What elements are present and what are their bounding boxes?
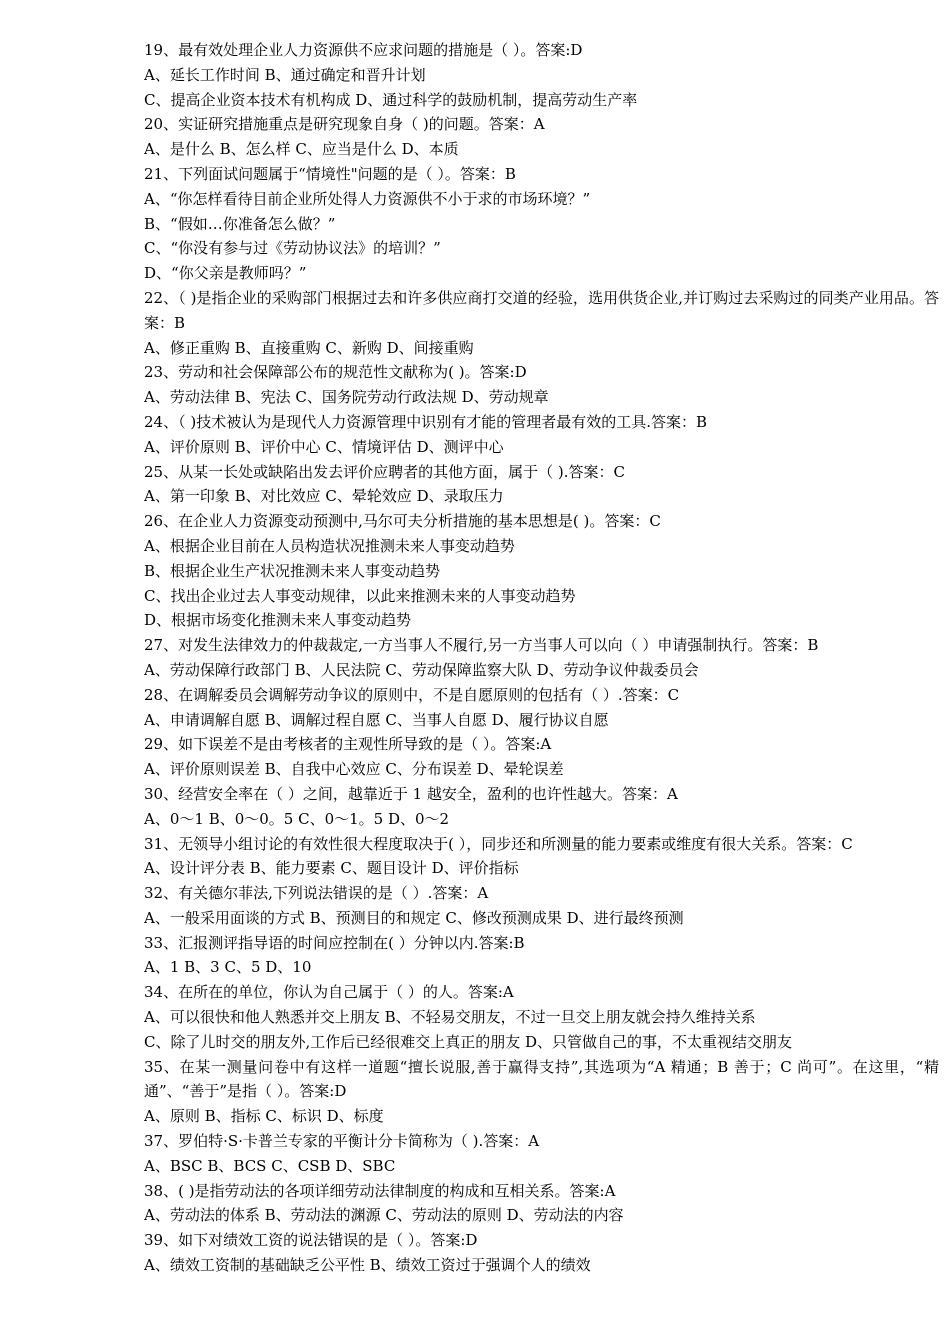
question-29-options: A、评价原则误差 B、自我中心效应 C、分布误差 D、晕轮误差: [144, 760, 564, 779]
question-28-options: A、申请调解自愿 B、调解过程自愿 C、当事人自愿 D、履行协议自愿: [144, 710, 609, 729]
question-33-options: A、1 B、3 C、5 D、10: [144, 958, 312, 977]
question-32: 32、有关德尔菲法,下列说法错误的是（ ）.答案：A: [144, 884, 489, 903]
question-23-options: A、劳动法律 B、宪法 C、国务院劳动行政法规 D、劳动规章: [144, 388, 549, 407]
question-28: 28、在调解委员会调解劳动争议的原则中，不是自愿原则的包括有（ ）.答案：C: [144, 685, 680, 704]
question-26-option-b: B、根据企业生产状况推测未来人事变动趋势: [144, 561, 441, 580]
question-24-options: A、评价原则 B、评价中心 C、情境评估 D、测评中心: [144, 437, 504, 456]
question-26: 26、在企业人力资源变动预测中,马尔可夫分析措施的基本思想是( )。答案：C: [144, 512, 661, 531]
question-38-options: A、劳动法的体系 B、劳动法的渊源 C、劳动法的原则 D、劳动法的内容: [144, 1206, 624, 1225]
question-37: 37、罗伯特·S·卡普兰专家的平衡计分卡简称为（ ).答案：A: [144, 1132, 540, 1151]
question-23: 23、劳动和社会保障部公布的规范性文献称为( )。答案:D: [144, 363, 527, 382]
question-21-option-d: D、“你父亲是教师吗？”: [144, 264, 307, 283]
question-35: 35、在某一测量问卷中有这样一道题“擅长说服,善于赢得支持”,其选项为“A 精通；B 善于；C 尚可”。在这里，“精通”、“善于”是指（ ）。答案:D: [144, 1057, 939, 1101]
question-30-options: A、0～1 B、0～0。5 C、0～1。5 D、0～2: [144, 809, 450, 828]
question-19-options-cd: C、提高企业资本技术有机构成 D、通过科学的鼓励机制，提高劳动生产率: [144, 90, 638, 109]
question-34-options-cd: C、除了儿时交的朋友外,工作后已经很难交上真正的朋友 D、只管做自己的事，不太重视结交朋友: [144, 1032, 793, 1051]
question-35-options: A、原则 B、指标 C、标识 D、标度: [144, 1107, 384, 1126]
question-19: 19、最有效处理企业人力资源供不应求问题的措施是（ ）。答案:D: [144, 41, 583, 59]
question-21-option-a: A、“你怎样看待目前企业所处得人力资源供不小于求的市场环境？”: [144, 189, 591, 208]
document-body: [144, 38, 939, 1278]
question-26-option-c: C、找出企业过去人事变动规律，以此来推测未来的人事变动趋势: [144, 586, 576, 605]
question-32-options: A、一般采用面谈的方式 B、预测目的和规定 C、修改预测成果 D、进行最终预测: [144, 908, 684, 927]
question-31: 31、无领导小组讨论的有效性很大程度取决于( ），同步还和所测量的能力要素或维度有很大关系。答案：C: [144, 834, 853, 853]
question-33: 33、汇报测评指导语的时间应控制在( ）分钟以内.答案:B: [144, 933, 525, 952]
question-22: 22、（ )是指企业的采购部门根据过去和许多供应商打交道的经验，选用供货企业,并订购过去采购过的同类产业用品。答案：B: [144, 288, 939, 332]
question-20: 20、实证研究措施重点是研究现象自身（ )的问题。答案：A: [144, 115, 545, 134]
question-25: 25、从某一长处或缺陷出发去评价应聘者的其他方面，属于（ ).答案：C: [144, 462, 625, 481]
question-34: 34、在所在的单位，你认为自己属于（ ）的人。答案:A: [144, 983, 514, 1002]
question-26-option-a: A、根据企业目前在人员构造状况推测未来人事变动趋势: [144, 536, 515, 555]
question-21: 21、下列面试问题属于“情境性"问题的是（ ）。答案：B: [144, 164, 516, 183]
question-30: 30、经营安全率在（ ）之间，越靠近于 1 越安全，盈利的也许性越大。答案：A: [144, 784, 678, 803]
question-37-options: A、BSC B、BCS C、CSB D、SBC: [144, 1156, 396, 1175]
question-20-options: A、是什么 B、怎么样 C、应当是什么 D、本质: [144, 140, 459, 159]
question-26-option-d: D、根据市场变化推测未来人事变动趋势: [144, 611, 412, 630]
question-22-options: A、修正重购 B、直接重购 C、新购 D、间接重购: [144, 338, 474, 357]
question-27-options: A、劳动保障行政部门 B、人民法院 C、劳动保障监察大队 D、劳动争议仲裁委员会: [144, 660, 699, 679]
question-21-option-c: C、“你没有参与过《劳动协议法》的培训？”: [144, 239, 441, 258]
question-38: 38、( )是指劳动法的各项详细劳动法律制度的构成和互相关系。答案:A: [144, 1181, 616, 1200]
question-31-options: A、设计评分表 B、能力要素 C、题目设计 D、评价指标: [144, 859, 519, 878]
question-29: 29、如下误差不是由考核者的主观性所导致的是（ ）。答案:A: [144, 735, 552, 754]
question-25-options: A、第一印象 B、对比效应 C、晕轮效应 D、录取压力: [144, 487, 504, 506]
question-39: 39、如下对绩效工资的说法错误的是（ ）。答案:D: [144, 1231, 478, 1250]
question-27: 27、对发生法律效力的仲裁裁定,一方当事人不履行,另一方当事人可以向（ ）申请强制执行。答案：B: [144, 636, 819, 655]
question-24: 24、（ )技术被认为是现代人力资源管理中识别有才能的管理者最有效的工具.答案：B: [144, 412, 708, 431]
question-19-options-ab: A、延长工作时间 B、通过确定和晋升计划: [144, 65, 426, 84]
question-34-options-ab: A、可以很快和他人熟悉并交上朋友 B、不轻易交朋友，不过一旦交上朋友就会持久维持关系: [144, 1008, 756, 1027]
question-21-option-b: B、“假如…你准备怎么做？”: [144, 214, 336, 233]
question-39-options: A、绩效工资制的基础缺乏公平性 B、绩效工资过于强调个人的绩效: [144, 1256, 591, 1275]
